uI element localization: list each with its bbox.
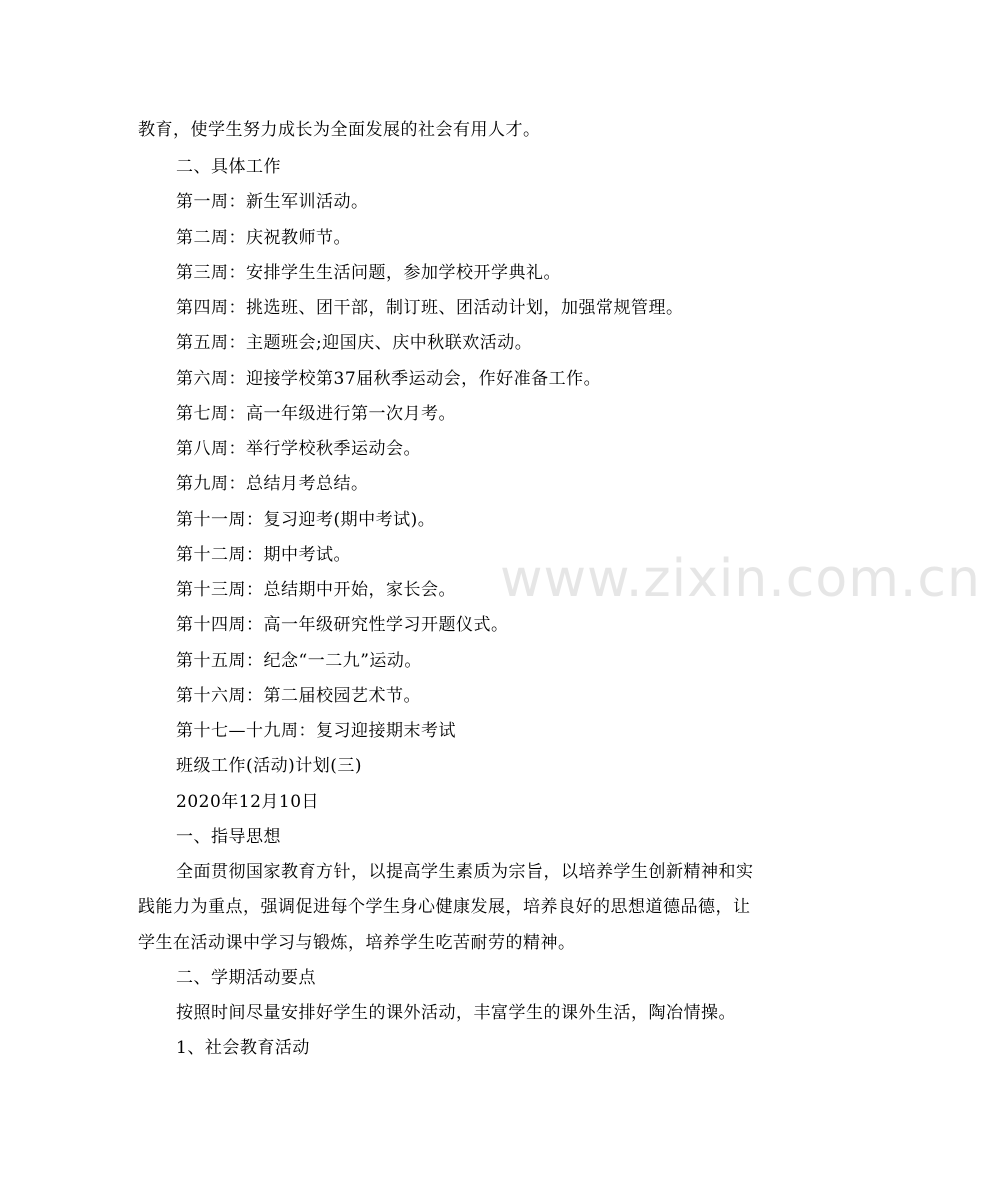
- schedule-item: 第十七—十九周：复习迎接期末考试: [176, 721, 456, 741]
- schedule-item: 第十三周：总结期中开始，家长会。: [176, 580, 456, 600]
- section-heading: 一、指导思想: [176, 827, 281, 847]
- schedule-item: 第二周：庆祝教师节。: [176, 228, 351, 248]
- watermark-text: www.zixin.com.cn: [500, 549, 981, 609]
- schedule-item: 第三周：安排学生生活问题，参加学校开学典礼。: [176, 263, 561, 283]
- schedule-item: 第九周：总结月考总结。: [176, 474, 369, 494]
- paragraph-line: 学生在活动课中学习与锻炼，培养学生吃苦耐劳的精神。: [138, 933, 576, 953]
- schedule-item: 第四周：挑选班、团干部，制订班、团活动计划，加强常规管理。: [176, 298, 684, 318]
- paragraph-line: 教育，使学生努力成长为全面发展的社会有用人才。: [138, 120, 541, 140]
- schedule-item: 第十二周：期中考试。: [176, 545, 351, 565]
- schedule-item: 第十一周：复习迎考(期中考试)。: [176, 510, 436, 530]
- paragraph-line: 践能力为重点，强调促进每个学生身心健康发展，培养良好的思想道德品德，让: [138, 897, 751, 917]
- schedule-item: 第七周：高一年级进行第一次月考。: [176, 404, 456, 424]
- document-date: 2020年12月10日: [176, 792, 320, 812]
- paragraph-line: 按照时间尽量安排好学生的课外活动，丰富学生的课外生活，陶冶情操。: [176, 1003, 736, 1023]
- schedule-item: 第六周：迎接学校第37届秋季运动会，作好准备工作。: [176, 369, 602, 389]
- schedule-item: 第十六周：第二届校园艺术节。: [176, 686, 421, 706]
- schedule-item: 第八周：举行学校秋季运动会。: [176, 439, 421, 459]
- schedule-item: 第十四周：高一年级研究性学习开题仪式。: [176, 615, 509, 635]
- section-heading: 二、学期活动要点: [176, 968, 316, 988]
- document-subtitle: 班级工作(活动)计划(三): [176, 756, 363, 776]
- schedule-item: 第一周：新生军训活动。: [176, 192, 369, 212]
- schedule-item: 第五周：主题班会;迎国庆、庆中秋联欢活动。: [176, 333, 533, 353]
- subsection-heading: 1、社会教育活动: [176, 1038, 310, 1058]
- paragraph-line: 全面贯彻国家教育方针，以提高学生素质为宗旨，以培养学生创新精神和实: [176, 862, 754, 882]
- schedule-item: 第十五周：纪念“一二九”运动。: [176, 651, 422, 671]
- section-heading: 二、具体工作: [176, 157, 281, 177]
